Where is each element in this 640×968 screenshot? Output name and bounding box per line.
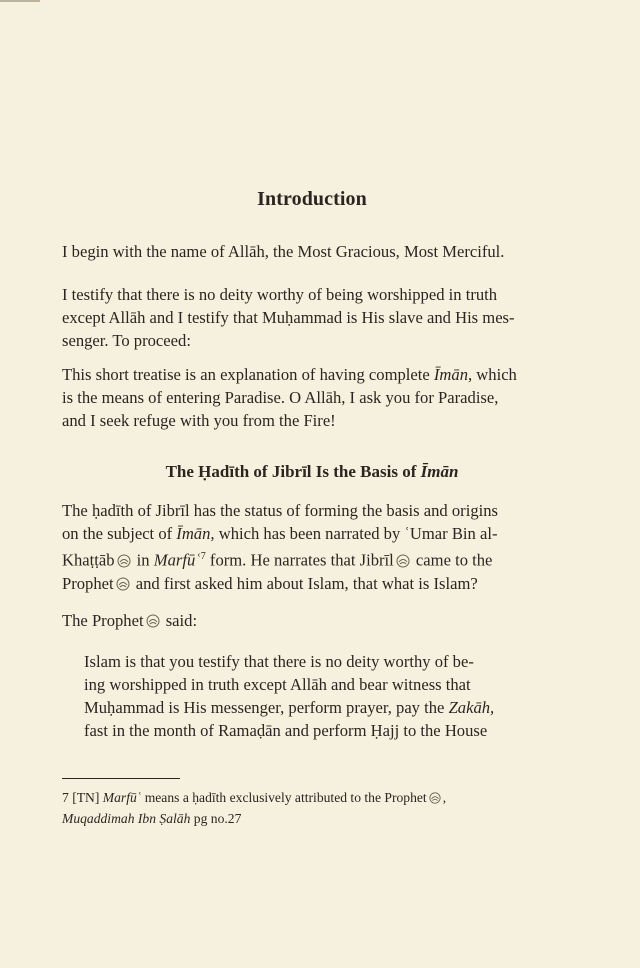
paragraph-line: senger. To proceed: (62, 331, 191, 350)
honorific-icon (429, 792, 441, 804)
italic-term: Marfūʿ (153, 550, 201, 570)
text-run: on the subject of (62, 524, 177, 543)
quote-line: fast in the month of Ramaḍān and perform Ḥajj to the House (84, 721, 488, 740)
italic-term: Īmān, (433, 365, 473, 384)
honorific-icon (116, 577, 130, 591)
italic-term: Īmān (420, 462, 459, 481)
footnote-line (62, 808, 562, 829)
paragraph-line: The ḥadīth of Jibrīl has the status of forming the basis and origins (62, 501, 498, 520)
honorific-icon (396, 554, 410, 568)
footnote-line (62, 787, 562, 808)
paragraph-line: is the means of entering Paradise. O Allāh, I ask you for Paradise, (62, 388, 499, 407)
honorific-icon (117, 554, 131, 568)
text-run: The Ḥadīth of Jibrīl Is the Basis of (165, 462, 421, 481)
paragraph-line: and I seek refuge with you from the Fire! (62, 411, 336, 430)
italic-term: Marfūʿ (102, 790, 142, 805)
footnote-ref[interactable]: 7 (200, 551, 206, 562)
page-title: Introduction (257, 188, 367, 210)
paragraph-line (62, 363, 562, 386)
paragraph-line (62, 522, 562, 545)
italic-term: Muqaddimah Ibn Ṣalāh (62, 811, 191, 826)
text-run: came to the (411, 550, 493, 570)
paragraph-line (62, 545, 562, 572)
text-run: means a ḥadīth exclusively attributed to the Prophet (141, 790, 427, 805)
paragraph-line (62, 572, 562, 595)
italic-term: Īmān, (176, 524, 215, 543)
text-run: Prophet (62, 573, 114, 593)
text-run: in (132, 550, 154, 570)
text-run: The Prophet (62, 611, 144, 630)
text-run: which (472, 365, 517, 384)
text-run: which has been narrated by ʿUmar Bin al- (214, 524, 498, 543)
paragraph-testimony (62, 283, 562, 352)
footnote-divider (62, 778, 180, 779)
text-run: pg no.27 (190, 811, 242, 826)
paragraph-line: except Allāh and I testify that Muḥammad is His slave and His mes- (62, 308, 515, 327)
quote-line (84, 696, 562, 719)
text-run: Khaṭṭāb (62, 550, 115, 570)
section-heading (62, 462, 562, 482)
text-run: Muḥammad is His messenger, perform prayer, pay the (84, 698, 449, 717)
honorific-icon (146, 614, 160, 628)
quote-line: ing worshipped in truth except Allāh and bear witness that (84, 675, 471, 694)
footnote (62, 787, 562, 829)
italic-term: Zakāh, (448, 698, 495, 717)
text-run: said: (161, 611, 198, 630)
paragraph-basmala: I begin with the name of Allāh, the Most Gracious, Most Merciful. (62, 242, 505, 261)
paragraph-hadith-jibril (62, 499, 562, 595)
text-run: form. He narrates that Jibrīl (205, 550, 394, 570)
text-run: , (442, 790, 447, 805)
paragraph-prophet-said (62, 609, 562, 632)
top-edge-rule (0, 0, 40, 2)
block-quote (84, 650, 562, 742)
paragraph-treatise (62, 363, 562, 432)
footnote-number: 7 [TN] (62, 790, 103, 805)
quote-line: Islam is that you testify that there is no deity worthy of be- (84, 652, 474, 671)
paragraph-line: I testify that there is no deity worthy of being worshipped in truth (62, 285, 498, 304)
text-run: This short treatise is an explanation of having complete (62, 365, 434, 384)
text-run: and first asked him about Islam, that what is Islam? (131, 573, 478, 593)
